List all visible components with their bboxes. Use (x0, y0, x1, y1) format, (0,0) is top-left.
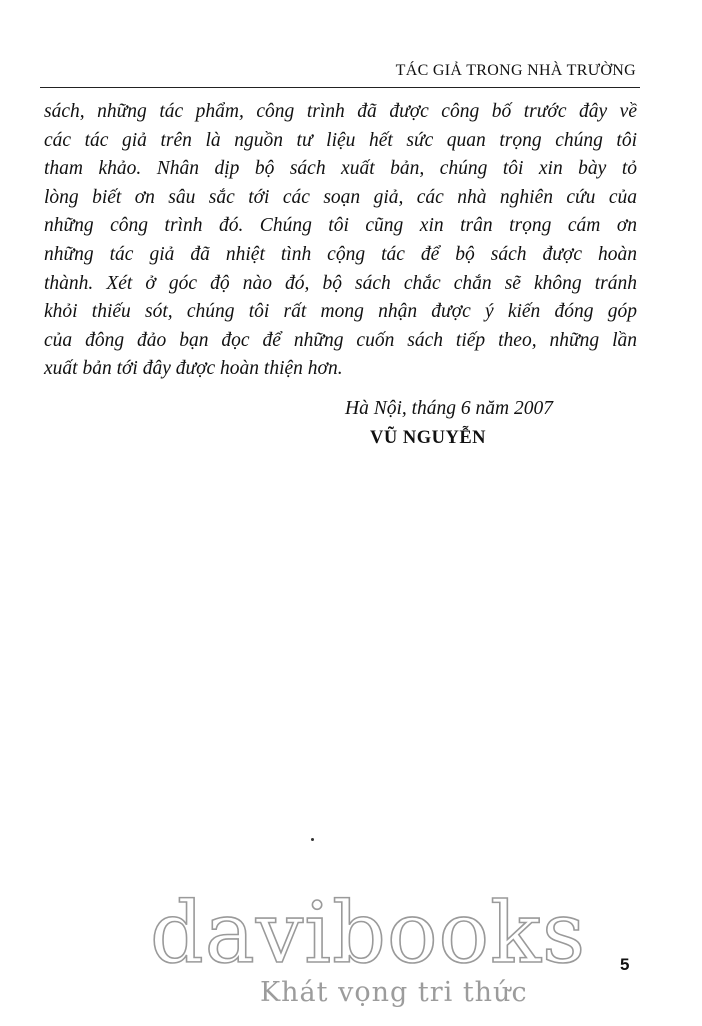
body-line: khỏi thiếu sót, chúng tôi rất mong nhận được ý kiến đóng góp (44, 301, 637, 323)
author-name: VŨ NGUYỄN (370, 428, 487, 448)
watermark-tagline: Khát vọng tri thức (260, 977, 528, 1008)
header-rule (40, 87, 640, 88)
body-line: xuất bản tới đây được hoàn thiện hơn. (44, 358, 343, 380)
body-line: lòng biết ơn sâu sắc tới các soạn giả, các nhà nghiên cứu của (44, 186, 637, 208)
running-head: TÁC GIẢ TRONG NHÀ TRƯỜNG (395, 62, 636, 79)
page-number: 5 (620, 955, 630, 974)
body-line: của đông đảo bạn đọc để những cuốn sách tiếp theo, những lần (44, 329, 637, 351)
body-line: những công trình đó. Chúng tôi cũng xin trân trọng cám ơn (44, 215, 637, 237)
body-line: những tác giả đã nhiệt tình cộng tác để bộ sách được hoàn (44, 243, 637, 265)
body-paragraph (44, 98, 637, 384)
body-line: tham khảo. Nhân dịp bộ sách xuất bản, chúng tôi xin bày tỏ (44, 158, 637, 180)
print-speck (311, 838, 314, 841)
watermark-logo (150, 884, 587, 1025)
body-line: các tác giả trên là nguồn tư liệu hết sức quan trọng chúng tôi (44, 129, 637, 151)
body-line: sách, những tác phẩm, công trình đã được công bố trước đây về (44, 101, 637, 122)
body-line: thành. Xét ở góc độ nào đó, bộ sách chắc chắn sẽ không tránh (44, 272, 637, 294)
place-date: Hà Nội, tháng 6 năm 2007 (345, 398, 554, 419)
watermark-brand: davibooks (150, 884, 587, 982)
